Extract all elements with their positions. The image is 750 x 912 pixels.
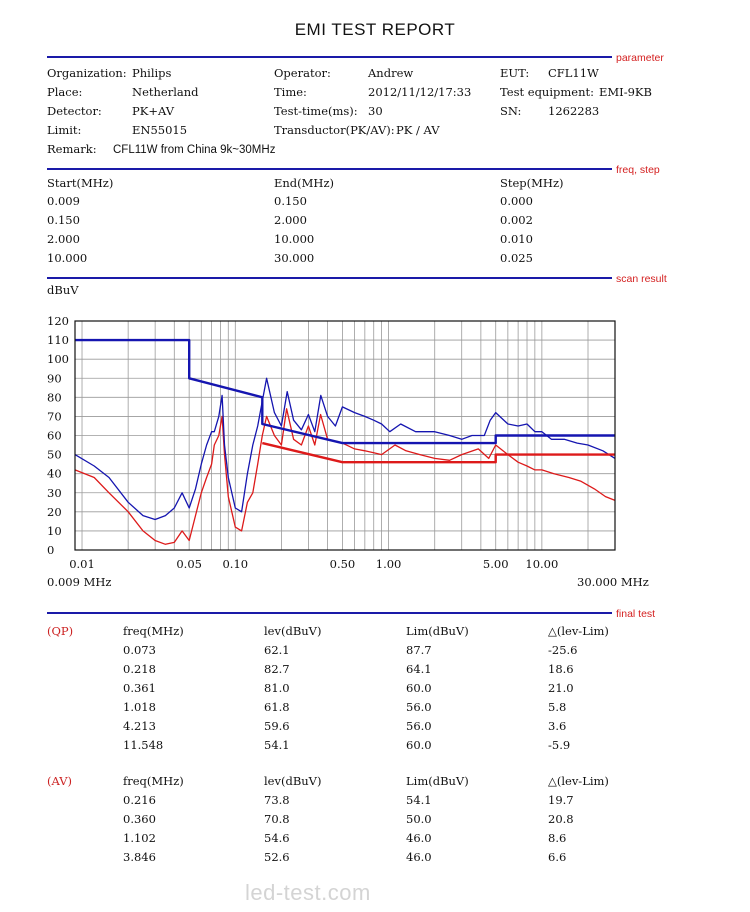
y-tick-label: 20 xyxy=(47,504,62,519)
qp-row-cell: 4.213 xyxy=(123,719,156,733)
x-tick-label: 0.10 xyxy=(222,557,249,571)
time-value: 2012/11/12/17:33 xyxy=(368,85,472,99)
qp-row-cell: 56.0 xyxy=(406,700,432,714)
av-header-delta: △(lev-Lim) xyxy=(548,774,609,788)
freq-step-header-end: End(MHz) xyxy=(274,176,334,190)
qp-row-cell: 1.018 xyxy=(123,700,156,714)
freq-step-cell: 0.009 xyxy=(47,194,80,208)
av-row-cell: 46.0 xyxy=(406,831,432,845)
qp-row-cell: 0.361 xyxy=(123,681,156,695)
qp-row-cell: 5.8 xyxy=(548,700,567,714)
av-row-cell: 70.8 xyxy=(264,812,290,826)
av-header-lev: lev(dBuV) xyxy=(264,774,322,788)
av-row-cell: 50.0 xyxy=(406,812,432,826)
freq-step-cell: 0.002 xyxy=(500,213,533,227)
report-title: EMI TEST REPORT xyxy=(294,20,456,39)
av-row-cell: 8.6 xyxy=(548,831,567,845)
remark-value: CFL11W from China 9k~30MHz xyxy=(113,144,276,156)
av-row-cell: 46.0 xyxy=(406,850,432,864)
operator-value: Andrew xyxy=(368,66,414,80)
section-label-freq-step: freq, step xyxy=(616,164,660,176)
freq-step-cell: 2.000 xyxy=(47,232,80,246)
x-tick-label: 1.00 xyxy=(375,557,402,571)
qp-row-cell: 60.0 xyxy=(406,681,432,695)
y-tick-label: 60 xyxy=(47,428,62,443)
y-tick-label: 40 xyxy=(47,466,62,481)
qp-header-lim: Lim(dBuV) xyxy=(406,624,469,638)
qp-header-freq: freq(MHz) xyxy=(123,624,184,638)
qp-header-delta: △(lev-Lim) xyxy=(548,624,609,638)
qp-row-cell: 81.0 xyxy=(264,681,290,695)
y-tick-label: 0 xyxy=(47,543,55,557)
qp-scan-line xyxy=(75,378,615,519)
x-tick-label: 0.05 xyxy=(176,557,202,571)
freq-step-cell: 2.000 xyxy=(274,213,307,227)
y-tick-label: 100 xyxy=(47,352,69,367)
y-tick-label: 30 xyxy=(47,485,62,500)
time-label: Time: xyxy=(274,85,307,99)
x-tick-label: 0.50 xyxy=(329,557,356,571)
qp-row-cell: 60.0 xyxy=(406,738,432,752)
qp-row-cell: 61.8 xyxy=(264,700,290,714)
place-label: Place: xyxy=(47,85,83,99)
y-tick-label: 90 xyxy=(47,371,62,386)
qp-row-cell: 87.7 xyxy=(406,643,432,657)
av-row-cell: 1.102 xyxy=(123,831,156,845)
qp-row-cell: 56.0 xyxy=(406,719,432,733)
av-header-freq: freq(MHz) xyxy=(123,774,184,788)
x-range-start-label: 0.009 MHz xyxy=(47,575,112,589)
watermark: led-test.com xyxy=(245,880,371,905)
test-time-value: 30 xyxy=(368,104,383,118)
section-label-parameter: parameter xyxy=(616,52,664,64)
av-row-cell: 54.6 xyxy=(264,831,290,845)
qp-row-cell: -25.6 xyxy=(548,643,578,657)
qp-row-cell: 62.1 xyxy=(264,643,290,657)
av-row-cell: 0.216 xyxy=(123,793,156,807)
av-row-cell: 52.6 xyxy=(264,850,290,864)
qp-row-cell: 54.1 xyxy=(264,738,290,752)
av-row-cell: 3.846 xyxy=(123,850,156,864)
freq-step-header-step: Step(MHz) xyxy=(500,176,564,190)
x-tick-label: 0.01 xyxy=(69,557,95,571)
qp-limit-line xyxy=(75,340,615,443)
sn-label: SN: xyxy=(500,104,522,118)
detector-value: PK+AV xyxy=(132,104,175,118)
x-tick-label: 5.00 xyxy=(482,557,509,571)
av-row-cell: 73.8 xyxy=(264,793,290,807)
limit-label: Limit: xyxy=(47,123,82,137)
qp-row-cell: 0.073 xyxy=(123,643,156,657)
freq-step-cell: 0.150 xyxy=(47,213,80,227)
freq-step-cell: 10.000 xyxy=(47,251,88,265)
av-header-lim: Lim(dBuV) xyxy=(406,774,469,788)
x-tick-label: 10.00 xyxy=(525,557,559,571)
freq-step-cell: 10.000 xyxy=(274,232,315,246)
freq-step-cell: 0.010 xyxy=(500,232,533,246)
qp-label: (QP) xyxy=(47,624,74,638)
place-value: Netherland xyxy=(132,85,199,99)
freq-step-header-start: Start(MHz) xyxy=(47,176,114,190)
freq-step-cell: 30.000 xyxy=(274,251,315,265)
transductor-label: Transductor(PK/AV): xyxy=(274,123,395,137)
section-rule-final-test xyxy=(47,612,612,614)
eut-label: EUT: xyxy=(500,66,530,80)
av-row-cell: 54.1 xyxy=(406,793,432,807)
av-label: (AV) xyxy=(47,774,73,788)
detector-label: Detector: xyxy=(47,104,102,118)
freq-step-cell: 0.025 xyxy=(500,251,533,265)
av-row-cell: 20.8 xyxy=(548,812,574,826)
y-tick-label: 50 xyxy=(47,447,62,462)
qp-row-cell: 0.218 xyxy=(123,662,156,676)
organization-label: Organization: xyxy=(47,66,127,80)
operator-label: Operator: xyxy=(274,66,331,80)
y-tick-label: 80 xyxy=(47,390,62,405)
limit-value: EN55015 xyxy=(132,123,188,137)
qp-row-cell: 82.7 xyxy=(264,662,290,676)
test-time-label: Test-time(ms): xyxy=(274,104,358,118)
y-axis-label: dBuV xyxy=(47,283,79,297)
qp-row-cell: 21.0 xyxy=(548,681,574,695)
freq-step-cell: 0.150 xyxy=(274,194,307,208)
y-tick-label: 110 xyxy=(47,333,69,348)
y-tick-label: 70 xyxy=(47,409,62,424)
equipment-value: EMI-9KB xyxy=(599,85,652,99)
qp-row-cell: 3.6 xyxy=(548,719,567,733)
qp-row-cell: 59.6 xyxy=(264,719,290,733)
av-scan-line xyxy=(75,409,615,545)
freq-step-cell: 0.000 xyxy=(500,194,533,208)
organization-value: Philips xyxy=(132,66,172,80)
av-row-cell: 6.6 xyxy=(548,850,567,864)
y-tick-label: 10 xyxy=(47,523,62,538)
section-label-final-test: final test xyxy=(616,608,656,620)
y-tick-label: 120 xyxy=(47,314,69,328)
av-row-cell: 0.360 xyxy=(123,812,156,826)
equipment-label: Test equipment: xyxy=(500,85,594,99)
qp-row-cell: -5.9 xyxy=(548,738,571,752)
qp-row-cell: 18.6 xyxy=(548,662,574,676)
eut-value: CFL11W xyxy=(548,66,599,80)
av-row-cell: 19.7 xyxy=(548,793,574,807)
x-range-end-label: 30.000 MHz xyxy=(577,575,649,589)
qp-row-cell: 64.1 xyxy=(406,662,432,676)
qp-header-lev: lev(dBuV) xyxy=(264,624,322,638)
remark-label: Remark: xyxy=(47,142,97,156)
qp-row-cell: 11.548 xyxy=(123,738,164,752)
transductor-value: PK / AV xyxy=(396,123,440,137)
section-label-scan-result: scan result xyxy=(616,273,667,285)
sn-value: 1262283 xyxy=(548,104,600,118)
